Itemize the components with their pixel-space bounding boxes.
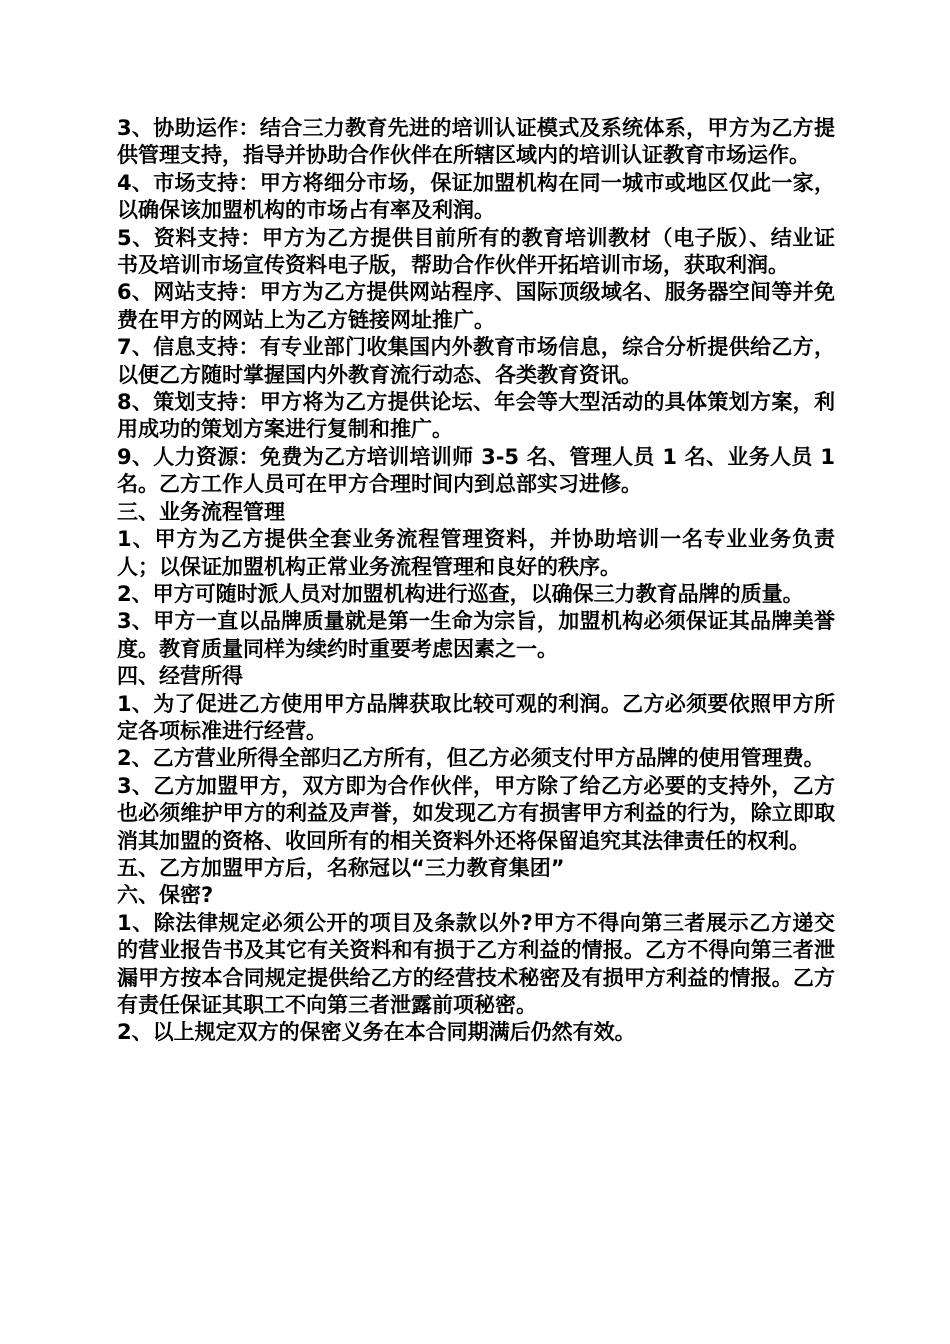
paragraph-information-support: 7、信息支持：有专业部门收集国内外教育市场信息，综合分析提供给乙方，以便乙方随时掌握国内外教育流行动态、各类教育资讯。 [117,335,835,387]
section-heading-naming: 五、乙方加盟甲方后，名称冠以“三力教育集团” [117,855,565,880]
paragraph-inspection: 2、甲方可随时派人员对加盟机构进行巡查，以确保三力教育品牌的质量。 [117,581,804,606]
paragraph-market-support: 4、市场支持：甲方将细分市场，保证加盟机构在同一城市或地区仅此一家，以确保该加盟机构的市场占有率及利润。 [117,170,835,223]
paragraph-brand-quality: 3、甲方一直以品牌质量就是第一生命为宗旨，加盟机构必须保证其品牌美誉度。教育质量同样为续约时重要考虑因素之一。 [117,609,835,661]
paragraph-profit-standards: 1、为了促进乙方使用甲方品牌获取比较可观的利润。乙方必须要依照甲方所定各项标准进行经营。 [117,691,835,743]
paragraph-confidentiality-terms: 1、除法律规定必须公开的项目及条款以外?甲方不得向第三者展示乙方递交的营业报告书及其它有关资料和有损于乙方利益的情报。乙方不得向第三者泄漏甲方按本合同规定提供给乙方的经营技术秘密及有损甲方利益的情报。乙方有责任保证其职工不向第三者泄露前项秘密。 [117,910,835,1017]
paragraph-income-ownership: 2、乙方营业所得全部归乙方所有，但乙方必须支付甲方品牌的使用管理费。 [117,746,825,771]
paragraph-website-support: 6、网站支持：甲方为乙方提供网站程序、国际顶级域名、服务器空间等并免费在甲方的网站上为乙方链接网址推广。 [117,280,835,332]
paragraph-planning-support: 8、策划支持：甲方将为乙方提供论坛、年会等大型活动的具体策划方案，利用成功的策划方案进行复制和推广。 [117,390,835,442]
paragraph-human-resources: 9、人力资源：免费为乙方培训培训师 3-5 名、管理人员 1 名、业务人员 1 名。乙方工作人员可在甲方合理时间内到总部实习进修。 [117,444,835,497]
paragraph-materials-support: 5、资料支持：甲方为乙方提供目前所有的教育培训教材（电子版）、结业证书及培训市场宣传资料电子版，帮助合作伙伴开拓培训市场，获取利润。 [117,225,835,278]
section-heading-business-income: 四、经营所得 [117,664,243,689]
document-body [117,115,835,1047]
paragraph-operation-support: 3、协助运作：结合三力教育先进的培训认证模式及系统体系，甲方为乙方提供管理支持，指导并协助合作伙伴在所辖区域内的培训认证教育市场运作。 [117,116,835,168]
paragraph-partnership-obligations: 3、乙方加盟甲方，双方即为合作伙伴，甲方除了给乙方必要的支持外，乙方也必须维护甲方的利益及声誉，如发现乙方有损害甲方利益的行为，除立即取消其加盟的资格、收回所有的相关资料外还将保留追究其法律责任的权利。 [117,773,835,853]
paragraph-process-materials: 1、甲方为乙方提供全套业务流程管理资料，并协助培训一名专业业务负责人；以保证加盟机构正常业务流程管理和良好的秩序。 [117,527,835,579]
section-heading-business-process: 三、业务流程管理 [117,499,285,524]
paragraph-confidentiality-validity: 2、以上规定双方的保密义务在本合同期满后仍然有效。 [117,1020,636,1045]
section-heading-confidentiality: 六、保密? [117,883,214,908]
